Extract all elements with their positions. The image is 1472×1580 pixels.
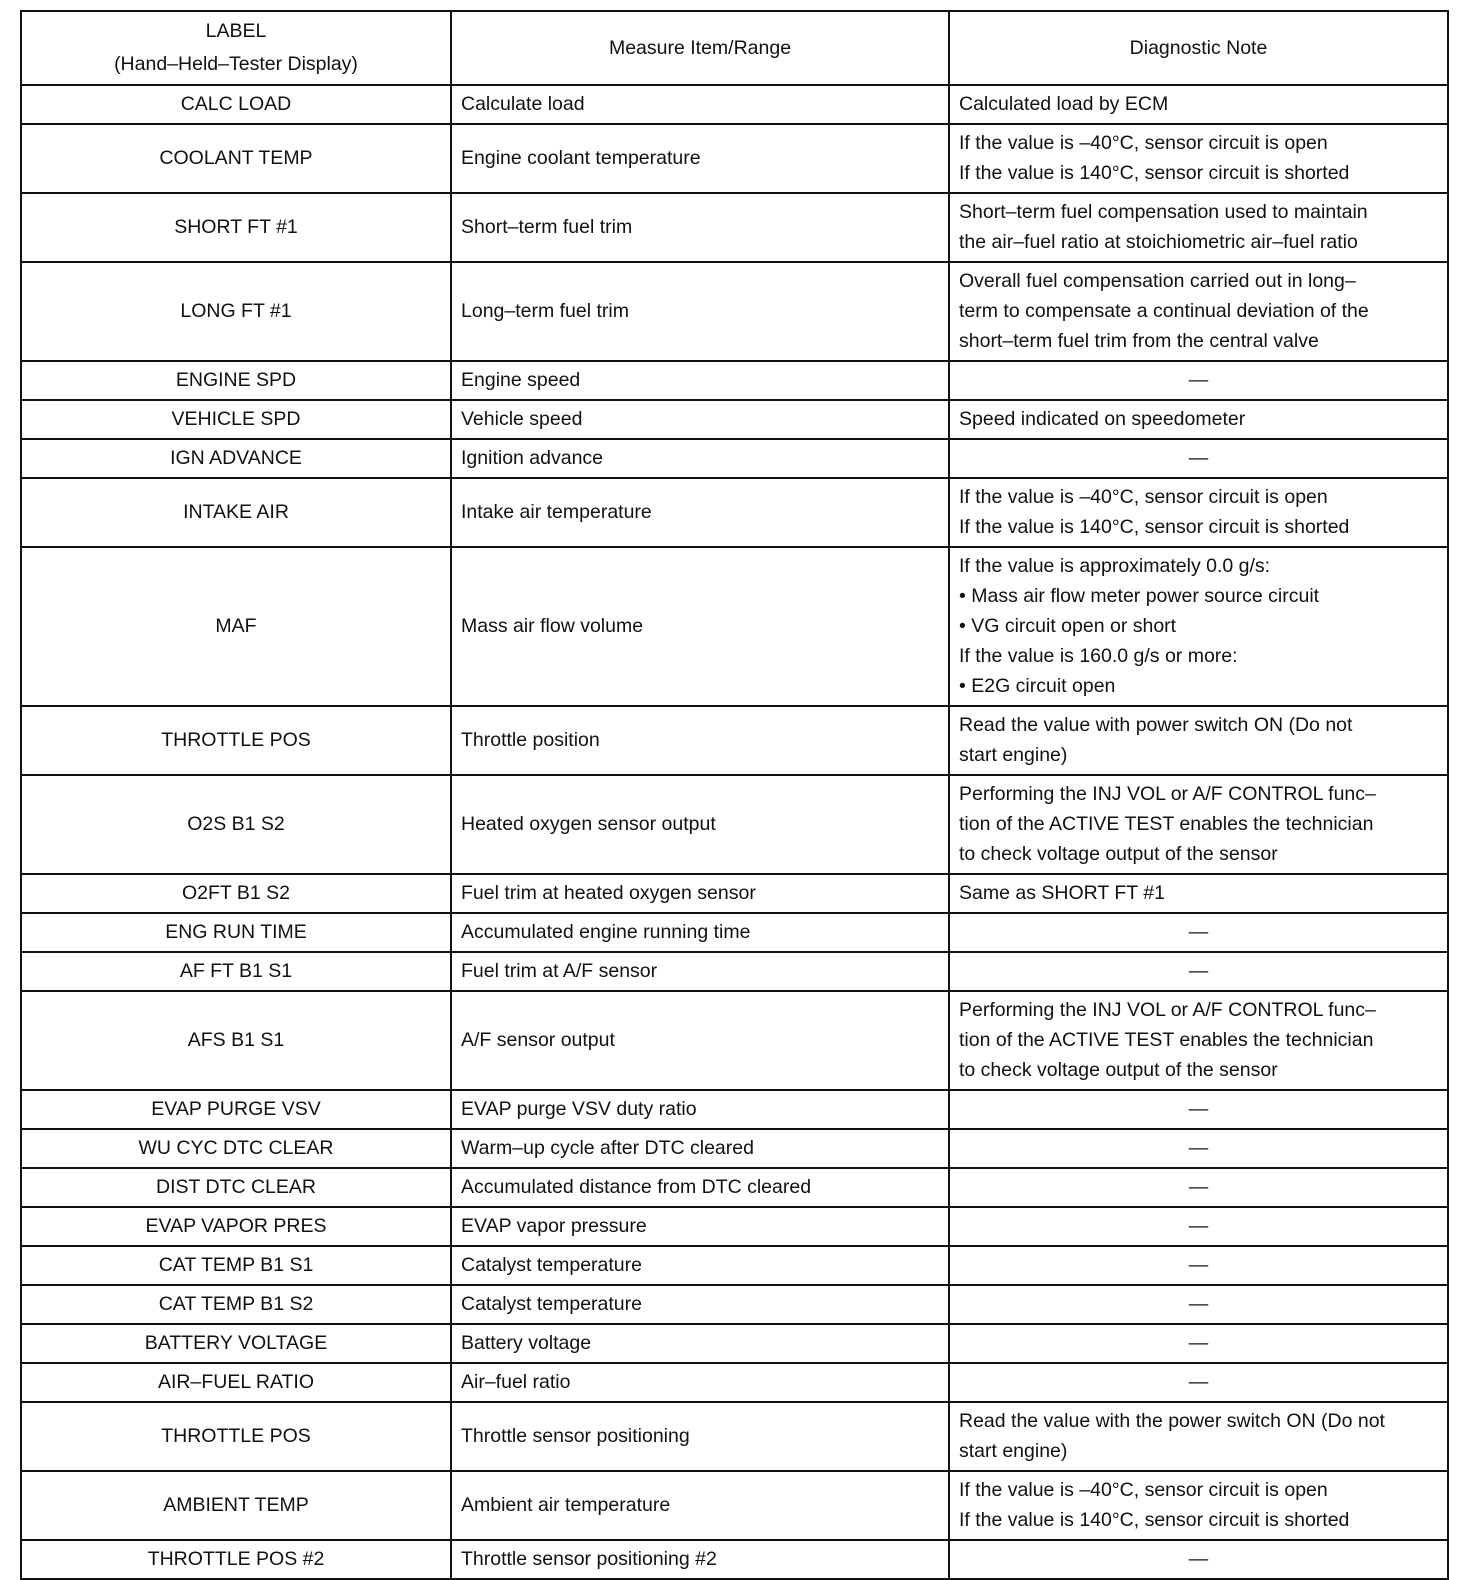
note-line: — [1188,1293,1209,1315]
note-line: Same as SHORT FT #1 [959,882,1165,904]
note-line: Calculated load by ECM [959,93,1169,115]
row-note [949,1207,1448,1246]
note-line: tion of the ACTIVE TEST enables the technician [959,1029,1374,1051]
header-label [21,11,451,85]
table-row [21,991,1448,1090]
note-line: — [1188,447,1209,469]
row-note [949,85,1448,124]
row-measure: Air–fuel ratio [451,1363,949,1402]
note-line: to check voltage output of the sensor [959,1059,1278,1081]
note-line: — [1188,369,1209,391]
note-line: the air–fuel ratio at stoichiometric air–fuel ratio [959,231,1358,253]
note-line: Read the value with power switch ON (Do not [959,714,1353,736]
note-line: — [1188,960,1209,982]
row-note [949,1402,1448,1471]
table-row [21,1246,1448,1285]
header-measure: Measure Item/Range [451,11,949,85]
row-label: AFS B1 S1 [21,991,451,1090]
row-label: EVAP VAPOR PRES [21,1207,451,1246]
row-label: CALC LOAD [21,85,451,124]
row-note [949,1246,1448,1285]
note-line: Overall fuel compensation carried out in long– [959,270,1356,292]
row-measure: Catalyst temperature [451,1246,949,1285]
note-line: — [1188,1371,1209,1393]
note-line: tion of the ACTIVE TEST enables the technician [959,813,1374,835]
table-row [21,952,1448,991]
note-line: start engine) [959,744,1068,766]
header-label-line1: LABEL [205,20,267,42]
row-note [949,706,1448,775]
note-line: Performing the INJ VOL or A/F CONTROL func– [959,999,1376,1021]
row-label: VEHICLE SPD [21,400,451,439]
row-note [949,124,1448,193]
row-measure: Ambient air temperature [451,1471,949,1540]
note-line: — [1188,1332,1209,1354]
table-row [21,1402,1448,1471]
note-line: — [1188,1137,1209,1159]
row-label: BATTERY VOLTAGE [21,1324,451,1363]
table-row [21,1207,1448,1246]
row-note [949,952,1448,991]
row-measure: Mass air flow volume [451,547,949,706]
table-row [21,439,1448,478]
row-label: SHORT FT #1 [21,193,451,262]
row-label: DIST DTC CLEAR [21,1168,451,1207]
row-note [949,1471,1448,1540]
note-line: — [1188,1215,1209,1237]
row-label: ENG RUN TIME [21,913,451,952]
row-measure: Heated oxygen sensor output [451,775,949,874]
row-label: IGN ADVANCE [21,439,451,478]
row-note [949,874,1448,913]
row-measure: Calculate load [451,85,949,124]
table-row [21,706,1448,775]
note-line: — [1188,1176,1209,1198]
note-line: Performing the INJ VOL or A/F CONTROL func– [959,783,1376,805]
row-measure: Warm–up cycle after DTC cleared [451,1129,949,1168]
table-row [21,1363,1448,1402]
note-line: — [1188,1548,1209,1570]
table-row [21,193,1448,262]
note-line: Speed indicated on speedometer [959,408,1246,430]
note-line: — [1188,1254,1209,1276]
note-line: If the value is approximately 0.0 g/s: [959,555,1271,577]
row-label: O2FT B1 S2 [21,874,451,913]
row-measure: Fuel trim at heated oxygen sensor [451,874,949,913]
row-label: AIR–FUEL RATIO [21,1363,451,1402]
row-measure: Throttle sensor positioning [451,1402,949,1471]
row-label: WU CYC DTC CLEAR [21,1129,451,1168]
table-row [21,775,1448,874]
row-measure: Intake air temperature [451,478,949,547]
data-list-table [20,10,1449,1580]
row-label: LONG FT #1 [21,262,451,361]
row-measure: Fuel trim at A/F sensor [451,952,949,991]
row-measure: Vehicle speed [451,400,949,439]
table-row [21,913,1448,952]
row-measure: Battery voltage [451,1324,949,1363]
row-note [949,913,1448,952]
row-measure: Accumulated engine running time [451,913,949,952]
row-label: COOLANT TEMP [21,124,451,193]
table-row [21,85,1448,124]
row-label: O2S B1 S2 [21,775,451,874]
row-measure: EVAP purge VSV duty ratio [451,1090,949,1129]
row-measure: Throttle sensor positioning #2 [451,1540,949,1579]
note-line: — [1188,1098,1209,1120]
note-line: to check voltage output of the sensor [959,843,1278,865]
table-row [21,1168,1448,1207]
table-row [21,1540,1448,1579]
table-header-row [21,11,1448,85]
table-row [21,361,1448,400]
note-line: Short–term fuel compensation used to maintain [959,201,1368,223]
row-note [949,775,1448,874]
row-label: ENGINE SPD [21,361,451,400]
row-note [949,1168,1448,1207]
note-line: • Mass air flow meter power source circuit [959,585,1320,607]
note-line: If the value is –40°C, sensor circuit is open [959,1479,1328,1501]
note-line: Read the value with the power switch ON (Do not [959,1410,1385,1432]
row-measure: Catalyst temperature [451,1285,949,1324]
note-line: If the value is 160.0 g/s or more: [959,645,1238,667]
row-note [949,193,1448,262]
note-line: • E2G circuit open [959,675,1116,697]
table-row [21,1129,1448,1168]
row-measure: Engine speed [451,361,949,400]
row-measure: Accumulated distance from DTC cleared [451,1168,949,1207]
row-measure: Long–term fuel trim [451,262,949,361]
row-note [949,400,1448,439]
row-note [949,1090,1448,1129]
row-note [949,1324,1448,1363]
row-note [949,1540,1448,1579]
table-row [21,1090,1448,1129]
row-label: THROTTLE POS [21,1402,451,1471]
note-line: If the value is –40°C, sensor circuit is open [959,486,1328,508]
header-note: Diagnostic Note [949,11,1448,85]
table-row [21,400,1448,439]
table-row [21,1324,1448,1363]
note-line: • VG circuit open or short [959,615,1177,637]
row-note [949,478,1448,547]
row-note [949,262,1448,361]
row-label: CAT TEMP B1 S2 [21,1285,451,1324]
table-row [21,262,1448,361]
note-line: If the value is 140°C, sensor circuit is shorted [959,1509,1350,1531]
row-label: AF FT B1 S1 [21,952,451,991]
row-label: THROTTLE POS [21,706,451,775]
row-label: CAT TEMP B1 S1 [21,1246,451,1285]
note-line: start engine) [959,1440,1068,1462]
note-line: If the value is 140°C, sensor circuit is shorted [959,516,1350,538]
row-measure: A/F sensor output [451,991,949,1090]
row-note [949,991,1448,1090]
table-row [21,1285,1448,1324]
note-line: short–term fuel trim from the central valve [959,330,1319,352]
table-row [21,478,1448,547]
note-line: If the value is 140°C, sensor circuit is shorted [959,162,1350,184]
row-label: INTAKE AIR [21,478,451,547]
row-note [949,1285,1448,1324]
row-label: MAF [21,547,451,706]
row-note [949,439,1448,478]
row-note [949,1129,1448,1168]
row-label: THROTTLE POS #2 [21,1540,451,1579]
row-note [949,361,1448,400]
table-row [21,874,1448,913]
table-row [21,547,1448,706]
header-label-line2: (Hand–Held–Tester Display) [114,53,358,75]
row-note [949,1363,1448,1402]
row-measure: Short–term fuel trim [451,193,949,262]
row-measure: Engine coolant temperature [451,124,949,193]
note-line: If the value is –40°C, sensor circuit is open [959,132,1328,154]
note-line: term to compensate a continual deviation of the [959,300,1369,322]
row-measure: Throttle position [451,706,949,775]
table-row [21,1471,1448,1540]
note-line: — [1188,921,1209,943]
row-label: EVAP PURGE VSV [21,1090,451,1129]
row-measure: EVAP vapor pressure [451,1207,949,1246]
row-measure: Ignition advance [451,439,949,478]
row-note [949,547,1448,706]
row-label: AMBIENT TEMP [21,1471,451,1540]
table-row [21,124,1448,193]
